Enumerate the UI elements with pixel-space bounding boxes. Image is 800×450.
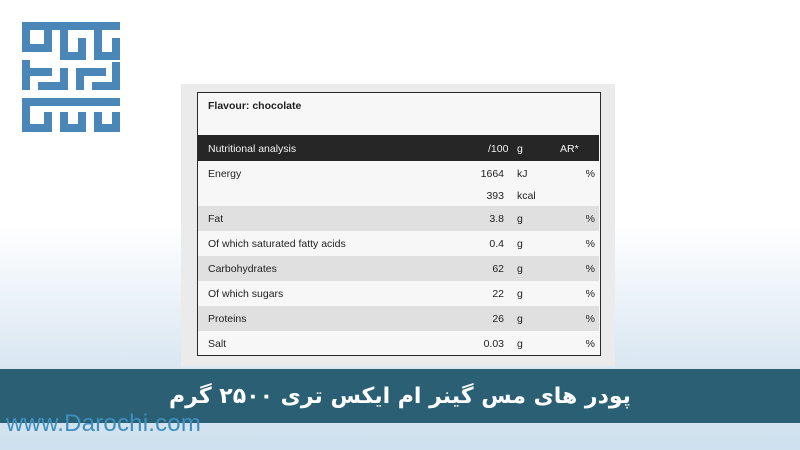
- row-ar: %: [585, 338, 595, 350]
- table-row: [198, 306, 599, 331]
- header-value: /100: [488, 143, 509, 155]
- row-name: Carbohydrates: [208, 263, 277, 275]
- table-row: [198, 256, 599, 281]
- table-row: [198, 183, 599, 208]
- row-value: 393: [486, 190, 504, 202]
- row-name: Of which saturated fatty acids: [208, 238, 346, 250]
- row-unit: g: [517, 263, 523, 275]
- row-ar: %: [585, 313, 595, 325]
- row-value: 3.8: [489, 213, 504, 225]
- flavour-label: Flavour: chocolate: [208, 100, 302, 112]
- row-ar: %: [585, 213, 595, 225]
- nutrition-table: [197, 92, 601, 356]
- table-row: [198, 331, 599, 356]
- row-name: Energy: [208, 168, 242, 180]
- row-name: Of which sugars: [208, 288, 284, 300]
- row-unit: g: [517, 213, 523, 225]
- row-value: 0.03: [483, 338, 504, 350]
- table-row: [198, 281, 599, 306]
- row-unit: g: [517, 313, 523, 325]
- row-unit: g: [517, 288, 523, 300]
- row-value: 1664: [480, 168, 504, 180]
- row-unit: g: [517, 238, 523, 250]
- header-unit: g: [517, 143, 523, 155]
- row-name: Proteins: [208, 313, 247, 325]
- header-ar: AR*: [560, 143, 579, 155]
- table-row: [198, 206, 599, 231]
- row-name: Fat: [208, 213, 224, 225]
- row-unit: g: [517, 338, 523, 350]
- site-url-watermark: www.Darochi.com: [6, 410, 202, 437]
- row-unit: kcal: [517, 190, 536, 202]
- row-ar: %: [585, 238, 595, 250]
- row-ar: %: [585, 168, 595, 180]
- product-title: پودر های مس گینر ام ایکس تری ۲۵۰۰ گرم: [169, 384, 631, 409]
- row-value: 22: [492, 288, 504, 300]
- brand-logo: [22, 22, 120, 132]
- row-unit: kJ: [517, 168, 528, 180]
- row-ar: %: [585, 263, 595, 275]
- row-name: Salt: [208, 338, 227, 350]
- row-ar: %: [585, 288, 595, 300]
- header-name: Nutritional analysis: [208, 143, 297, 155]
- row-value: 0.4: [489, 238, 504, 250]
- table-header: [198, 135, 599, 161]
- table-row: [198, 231, 599, 256]
- row-value: 26: [492, 313, 504, 325]
- row-value: 62: [492, 263, 504, 275]
